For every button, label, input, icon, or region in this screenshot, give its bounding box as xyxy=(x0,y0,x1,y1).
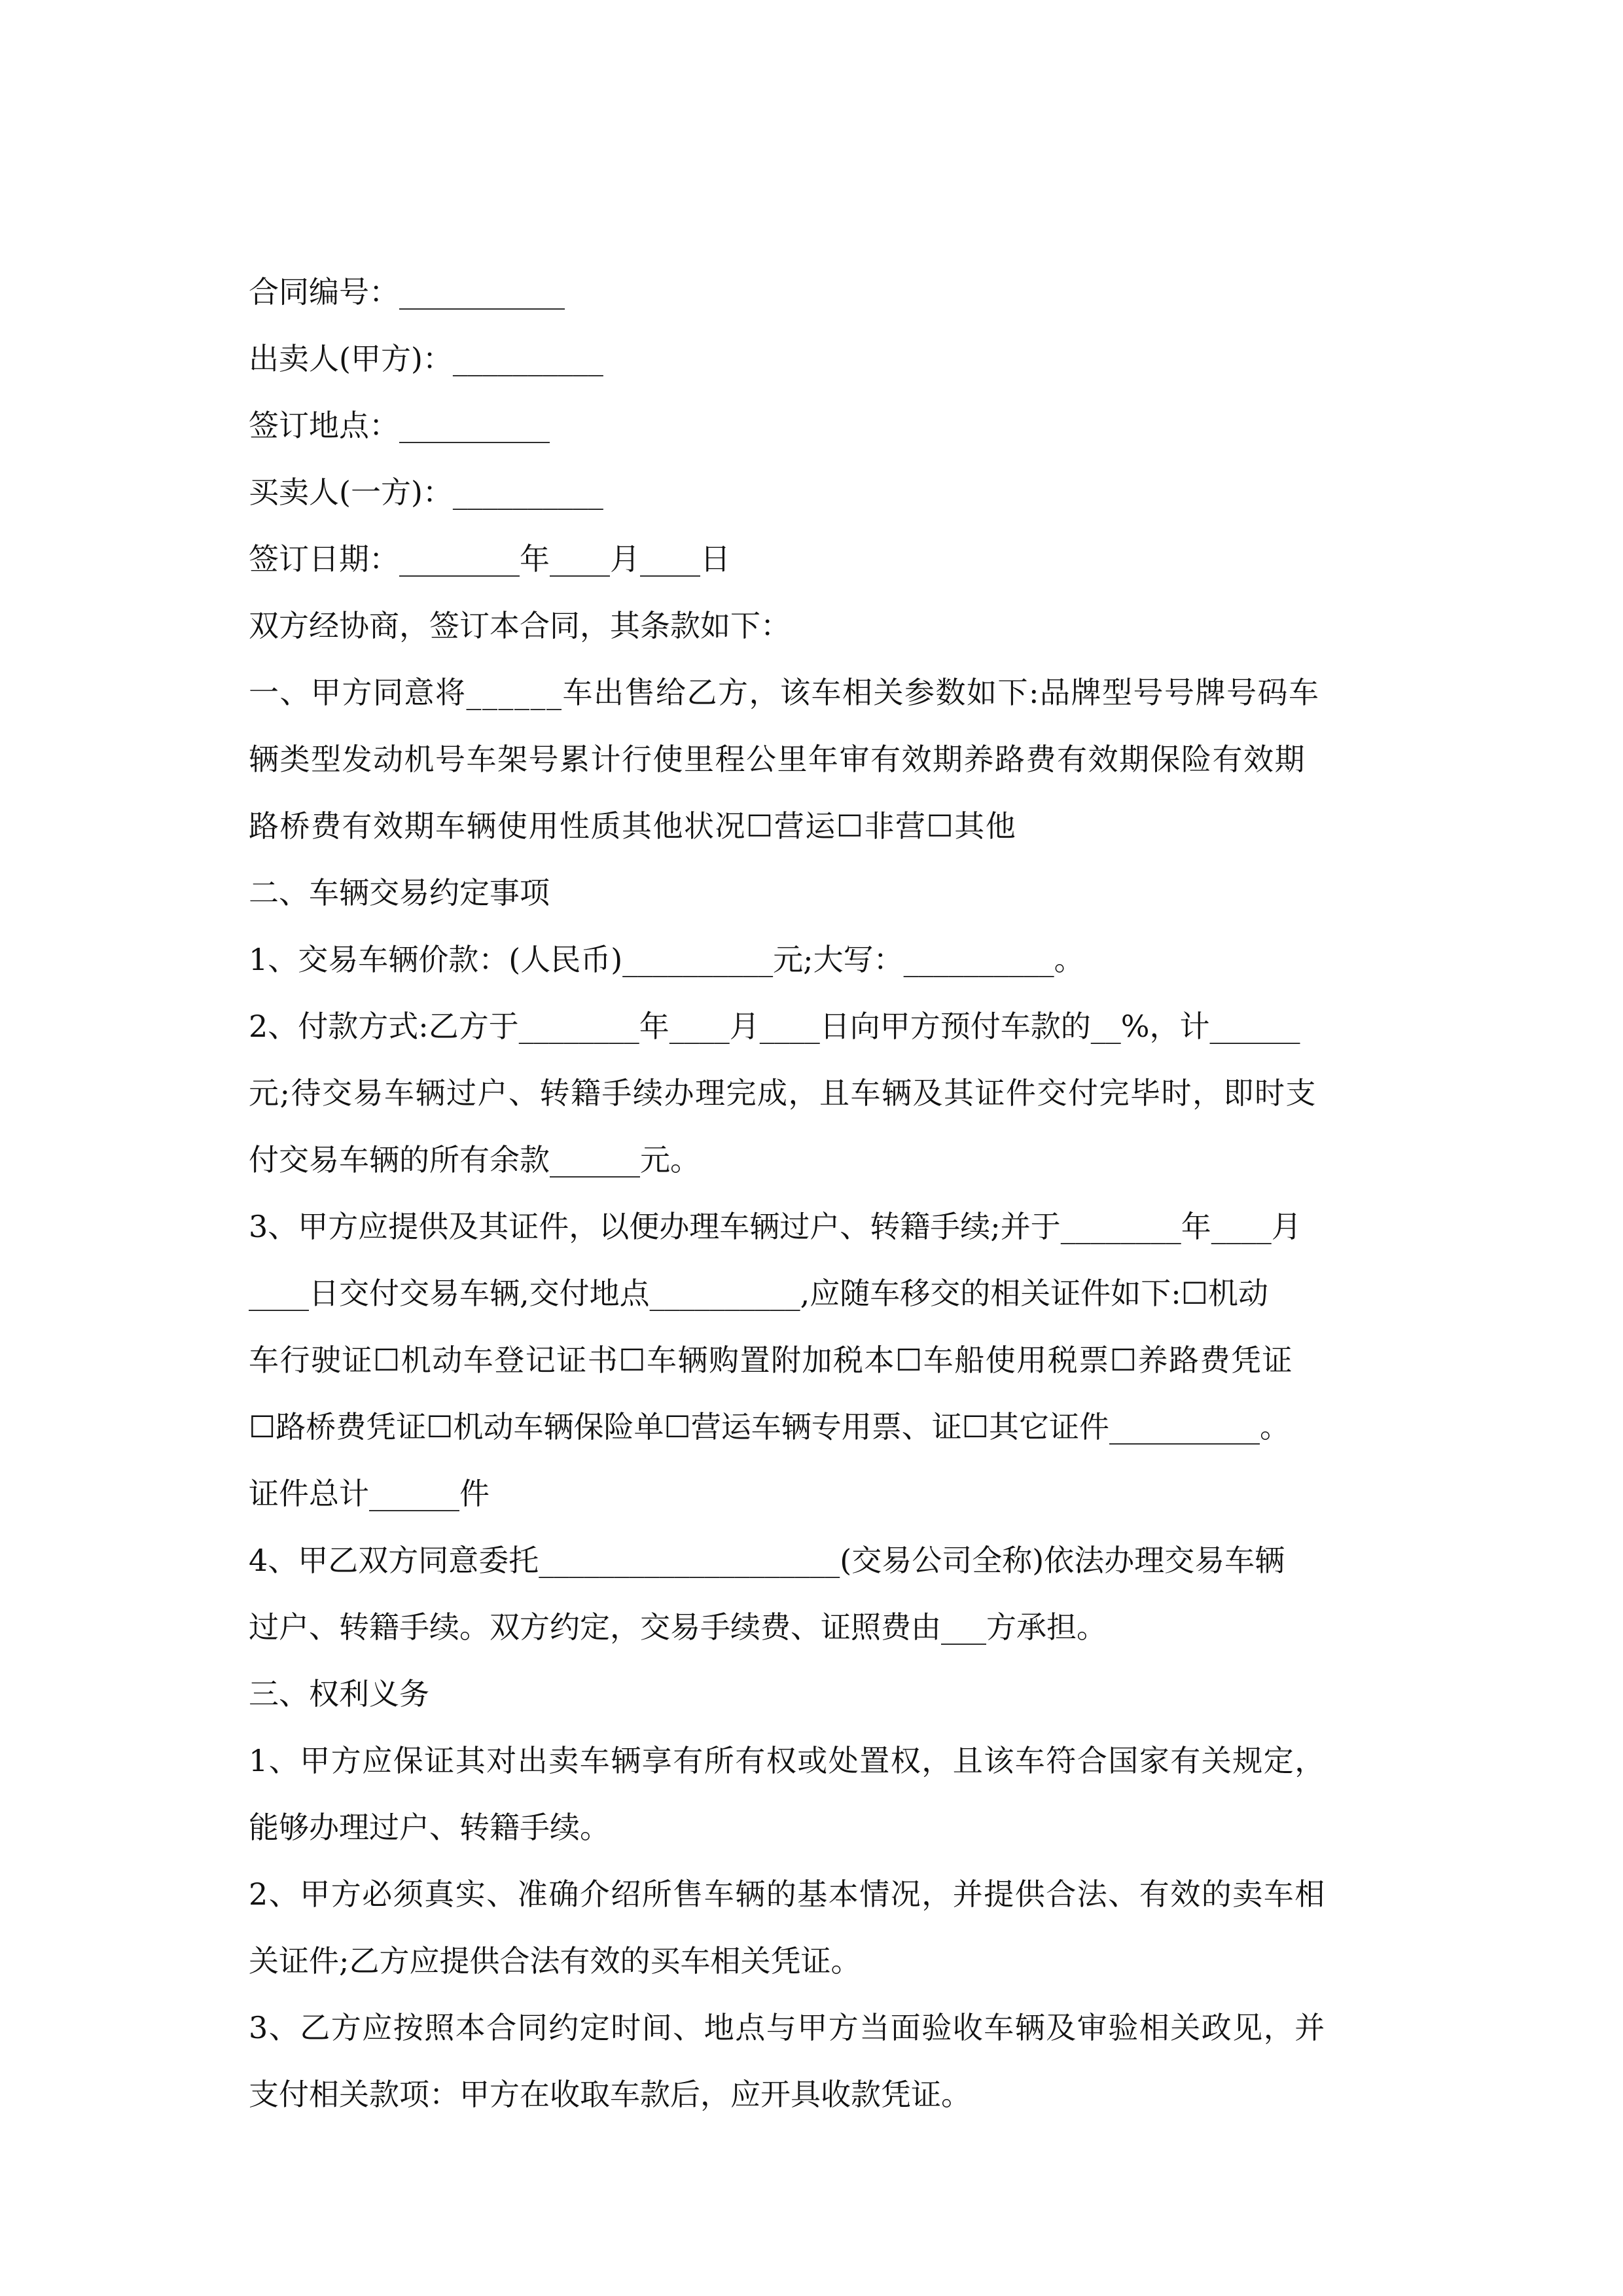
clause-2-2-line-2: 元;待交易车辆过户、转籍手续办理完成，且车辆及其证件交付完毕时，即时支 xyxy=(249,1075,1317,1111)
contract-number-line: 合同编号：___________ xyxy=(249,274,565,310)
seller-line: 出卖人(甲方)：__________ xyxy=(249,341,603,376)
clause-2-4-line-1: 4、甲乙双方同意委托____________________(交易公司全称)依法办理交易车辆 xyxy=(249,1543,1285,1578)
section-2-heading: 二、车辆交易约定事项 xyxy=(249,875,550,910)
clause-1-line-1: 一、甲方同意将______车出售给乙方，该车相关参数如下:品牌型号号牌号码车 xyxy=(249,675,1320,710)
clause-1-line-3: 路桥费有效期车辆使用性质其他状况☐营运☐非营☐其他 xyxy=(249,808,1017,844)
clause-2-2-line-3: 付交易车辆的所有余款______元。 xyxy=(249,1142,700,1177)
clause-2-2-line-1: 2、付款方式:乙方于________年____月____日向甲方预付车款的__%，计______ xyxy=(249,1009,1300,1044)
clause-3-3-line-1: 3、乙方应按照本合同约定时间、地点与甲方当面验收车辆及审验相关政见，并 xyxy=(249,2010,1326,2045)
clause-3-1-line-1: 1、甲方应保证其对出卖车辆享有所有权或处置权，且该车符合国家有关规定， xyxy=(249,1743,1326,1778)
contract-page xyxy=(249,259,1387,2128)
section-3-heading: 三、权利义务 xyxy=(249,1676,429,1712)
clause-2-3-line-5: 证件总计______件 xyxy=(249,1476,490,1511)
clause-2-3-line-1: 3、甲方应提供及其证件，以便办理车辆过户、转籍手续;并于________年____月 xyxy=(249,1209,1302,1244)
clause-3-3-line-2: 支付相关款项：甲方在收取车款后，应开具收款凭证。 xyxy=(249,2077,971,2112)
buyer-line: 买卖人(一方)：__________ xyxy=(249,475,603,510)
signing-place-line: 签订地点：__________ xyxy=(249,408,550,443)
signing-date-line: 签订日期：________年____月____日 xyxy=(249,541,730,577)
clause-3-2-line-2: 关证件;乙方应提供合法有效的买车相关凭证。 xyxy=(249,1943,861,1979)
intro-line: 双方经协商，签订本合同，其条款如下： xyxy=(249,608,791,643)
clause-2-3-line-3: 车行驶证☐机动车登记证书☐车辆购置附加税本☐车船使用税票☐养路费凭证 xyxy=(249,1342,1293,1378)
clause-2-1: 1、交易车辆价款：(人民币)__________元;大写：__________。 xyxy=(249,942,1084,977)
clause-2-3-line-2: ____日交付交易车辆,交付地点__________,应随车移交的相关证件如下:☐机动 xyxy=(249,1276,1268,1311)
clause-2-4-line-2: 过户、转籍手续。双方约定，交易手续费、证照费由___方承担。 xyxy=(249,1609,1107,1645)
clause-2-3-line-4: ☐路桥费凭证☐机动车辆保险单☐营运车辆专用票、证☐其它证件__________。 xyxy=(249,1409,1290,1444)
clause-3-1-line-2: 能够办理过户、转籍手续。 xyxy=(249,1810,610,1845)
clause-3-2-line-1: 2、甲方必须真实、准确介绍所售车辆的基本情况，并提供合法、有效的卖车相 xyxy=(249,1876,1326,1912)
clause-1-line-2: 辆类型发动机号车架号累计行使里程公里年审有效期养路费有效期保险有效期 xyxy=(249,742,1306,777)
